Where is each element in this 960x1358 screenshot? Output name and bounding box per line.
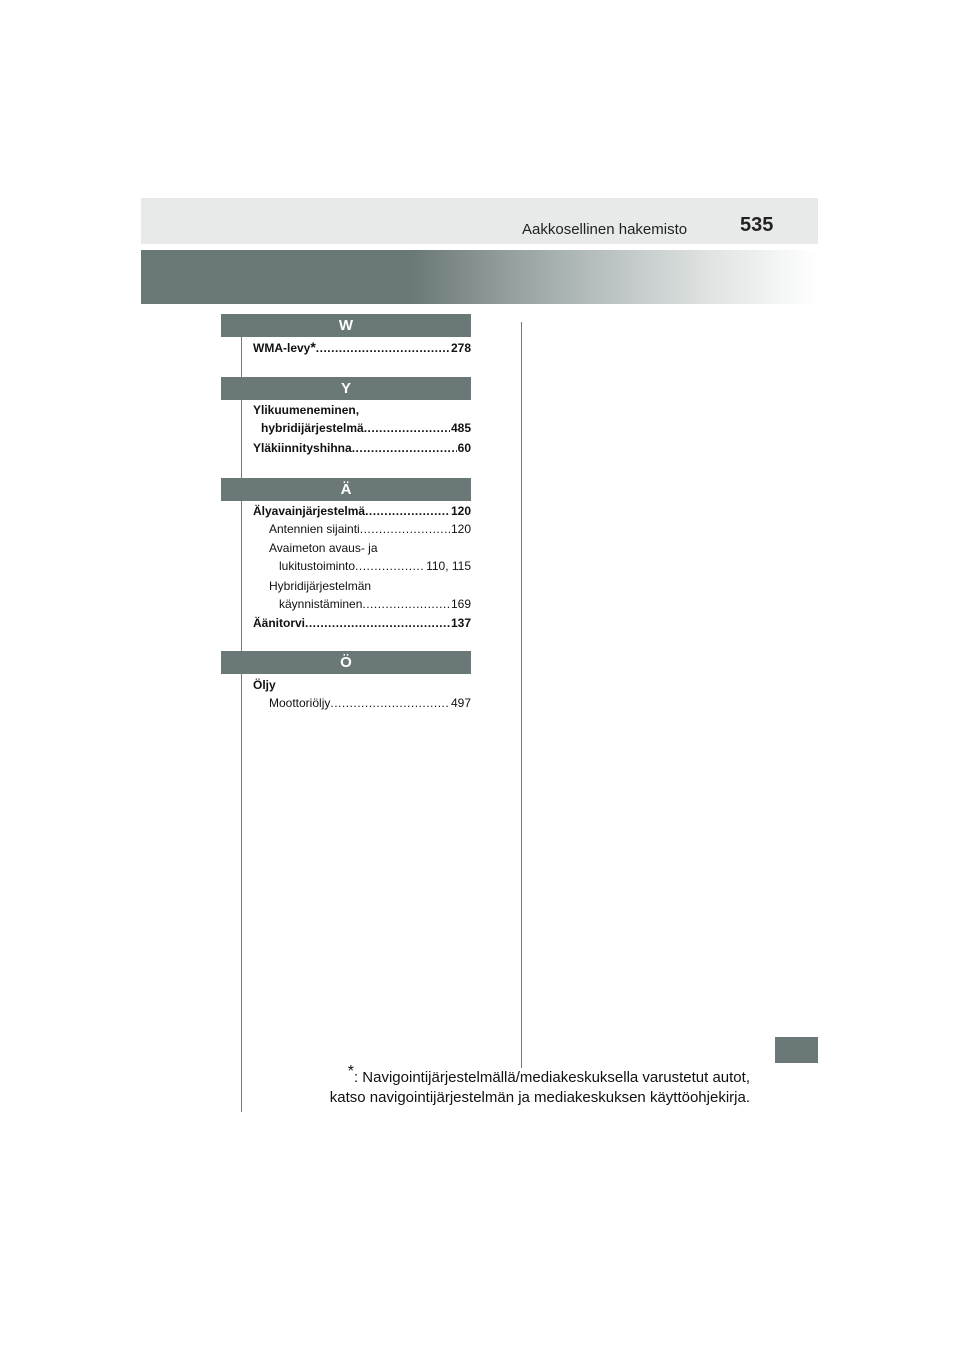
header-band	[141, 198, 818, 244]
entry-label: lukitustoiminto	[279, 559, 356, 573]
entry-label: Ylikuumeneminen,	[253, 403, 360, 417]
footnote-line-2: katso navigointijärjestelmän ja mediakeskuksen käyttöohjekirja.	[329, 1089, 750, 1106]
index-entry	[253, 676, 471, 694]
index-subentry	[269, 577, 471, 595]
page-ref: 60	[457, 441, 471, 455]
index-subentry	[269, 694, 471, 712]
page-ref: 497	[450, 696, 471, 710]
page-ref: 137	[450, 616, 471, 630]
section-header-oe: Ö	[221, 651, 471, 674]
entry-label: Moottoriöljy	[269, 696, 331, 710]
page-ref: 278	[450, 341, 471, 355]
index-entry-continuation	[261, 419, 471, 437]
footnote-line-1: : Navigointijärjestelmällä/mediakeskuksella varustetut autot,	[353, 1069, 750, 1086]
header-title: Aakkosellinen hakemisto	[522, 221, 688, 238]
index-entry	[253, 614, 471, 632]
section-header-y: Y	[221, 377, 471, 400]
page-number: 535	[740, 214, 774, 236]
section-header-ae: Ä	[221, 478, 471, 501]
index-entry: WMA-levy * ..... 278	[253, 339, 471, 357]
index-entry	[253, 439, 471, 457]
entry-label: Yläkiinnityshihna	[253, 441, 352, 455]
entry-label: Avaimeton avaus- ja	[269, 541, 378, 555]
left-rule	[241, 320, 242, 1112]
page-ref: 120	[450, 522, 471, 536]
entry-label: Älyavainjärjestelmä	[253, 504, 366, 518]
entry-label: käynnistäminen	[279, 597, 363, 611]
entry-label: WMA-levy	[253, 341, 311, 355]
index-subentry-continuation	[279, 595, 471, 613]
page-ref: 110, 115	[426, 559, 471, 573]
footnote-mark: *	[347, 1063, 354, 1080]
index-entry	[253, 502, 471, 520]
page-ref: 169	[450, 597, 471, 611]
column-divider	[521, 322, 522, 1068]
section-header-w: W	[221, 314, 471, 337]
index-subentry	[269, 520, 471, 538]
index-entry	[253, 401, 471, 419]
entry-label: Antennien sijainti	[269, 522, 360, 536]
page-ref: 485	[450, 421, 471, 435]
chapter-tab	[775, 1037, 818, 1063]
footnote	[300, 1063, 750, 1108]
index-subentry-continuation	[279, 557, 471, 575]
index-subentry	[269, 539, 471, 557]
entry-label: Äänitorvi	[253, 616, 306, 630]
entry-label: hybridijärjestelmä	[261, 421, 364, 435]
entry-label: Hybridijärjestelmän	[269, 579, 372, 593]
decorative-gradient-band	[141, 250, 818, 304]
entry-label: Öljy	[253, 678, 276, 692]
page-ref: 120	[450, 504, 471, 518]
